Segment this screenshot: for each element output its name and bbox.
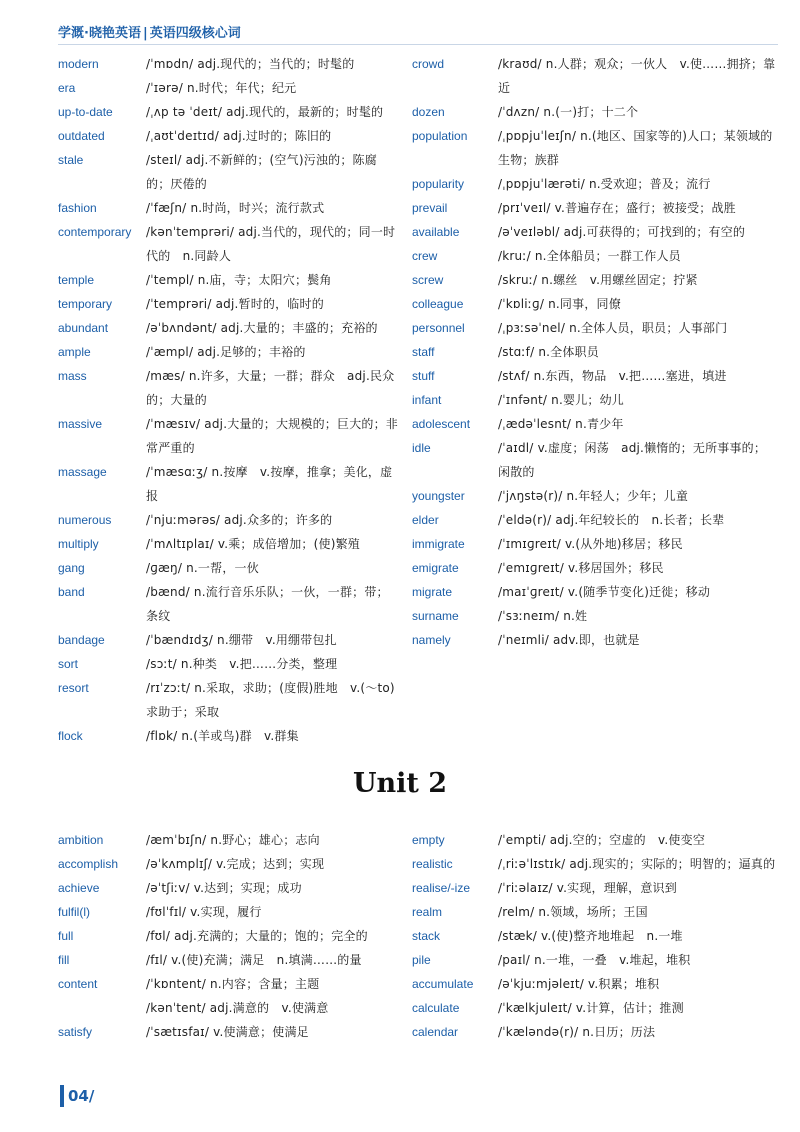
vocab-entry — [412, 268, 778, 292]
vocab-entry — [58, 508, 398, 532]
vocab-entry — [58, 828, 398, 852]
vocab-definition: /kraʊd/ n.人群；观众；一伙人 v.使……拥挤；靠近 — [498, 57, 776, 95]
vocab-definition: /ˈtempl/ n.庙，寺；太阳穴；鬓角 — [146, 273, 332, 287]
vocab-entry — [412, 532, 778, 556]
vocab-word: colleague — [412, 297, 464, 311]
vocab-definition: /paɪl/ n.一堆，一叠 v.堆起，堆积 — [498, 953, 691, 967]
vocab-definition: /stæk/ v.(使)整齐地堆起 n.一堆 — [498, 929, 683, 943]
vocab-entry — [58, 100, 398, 124]
vocab-definition: /ˈfæʃn/ n.时尚，时兴；流行款式 — [146, 201, 325, 215]
unit1-right-column — [412, 52, 778, 748]
unit1-word-list — [58, 52, 778, 748]
vocab-entry — [412, 388, 778, 412]
vocab-word: fashion — [58, 201, 97, 215]
vocab-definition: /ˌriːəˈlɪstɪk/ adj.现实的；实际的；明智的；逼真的 — [498, 857, 776, 871]
vocab-word: empty — [412, 833, 445, 847]
vocab-definition: /ˈmæsɪv/ adj.大量的；大规模的；巨大的；非常严重的 — [146, 417, 399, 455]
vocab-entry — [412, 292, 778, 316]
vocab-entry — [58, 460, 398, 508]
vocab-word: stuff — [412, 369, 435, 383]
vocab-word: realistic — [412, 857, 453, 871]
vocab-entry — [58, 948, 398, 972]
vocab-word: surname — [412, 609, 459, 623]
vocab-entry — [58, 628, 398, 652]
vocab-word: crowd — [412, 57, 445, 71]
vocab-word: accomplish — [58, 857, 119, 871]
vocab-definition: /ˈkɒliːɡ/ n.同事，同僚 — [498, 297, 621, 311]
vocab-entry — [58, 340, 398, 364]
vocab-definition: /flɒk/ n.(羊或鸟)群 v.群集 — [146, 729, 299, 743]
vocab-definition: /ˈsɜːneɪm/ n.姓 — [498, 609, 588, 623]
vocab-entry — [58, 852, 398, 876]
vocab-entry — [412, 852, 778, 876]
vocab-definition: /stɑːf/ n.全体职员 — [498, 345, 599, 359]
vocab-word: elder — [412, 513, 439, 527]
vocab-entry — [412, 316, 778, 340]
vocab-entry — [412, 876, 778, 900]
header-brand: 学溉·晓艳英语 — [58, 26, 141, 41]
vocab-definition: /ˌaʊtˈdeɪtɪd/ adj.过时的；陈旧的 — [146, 129, 332, 143]
vocab-definition: /kənˈtent/ adj.满意的 v.使满意 — [146, 1001, 329, 1015]
vocab-entry — [412, 100, 778, 124]
vocab-entry — [412, 628, 778, 652]
vocab-word: abundant — [58, 321, 109, 335]
vocab-definition: /skruː/ n.螺丝 v.用螺丝固定；拧紧 — [498, 273, 698, 287]
vocab-definition: /ˌpɒpjuˈleɪʃn/ n.(地区、国家等的)人口；某领域的生物；族群 — [498, 129, 773, 167]
vocab-word: resort — [58, 681, 89, 695]
vocab-entry — [412, 828, 778, 852]
vocab-definition: /rɪˈzɔːt/ n.采取，求助；(度假)胜地 v.(～to)求助于；采取 — [146, 681, 395, 719]
vocab-word: numerous — [58, 513, 112, 527]
vocab-entry — [58, 316, 398, 340]
vocab-word: massive — [58, 417, 103, 431]
vocab-word: bandage — [58, 633, 105, 647]
vocab-definition: /ˈsætɪsfaɪ/ v.使满意；使满足 — [146, 1025, 309, 1039]
vocab-definition: /fʊlˈfɪl/ v.实现，履行 — [146, 905, 262, 919]
vocab-entry — [412, 244, 778, 268]
vocab-word: accumulate — [412, 977, 474, 991]
page-number-text: 04/ — [68, 1087, 95, 1105]
vocab-word: temple — [58, 273, 95, 287]
vocab-definition: /ˈemɪɡreɪt/ v.移居国外；移民 — [498, 561, 664, 575]
vocab-entry — [412, 924, 778, 948]
vocab-definition: /steɪl/ adj.不新鲜的；(空气)污浊的；陈腐的；厌倦的 — [146, 153, 377, 191]
vocab-word: crew — [412, 249, 438, 263]
vocab-definition: /ˈdʌzn/ n.(一)打；十二个 — [498, 105, 639, 119]
vocab-definition: /ɡæŋ/ n.一帮，一伙 — [146, 561, 259, 575]
vocab-word: realise/-ize — [412, 881, 471, 895]
vocab-word: modern — [58, 57, 99, 71]
vocab-definition: /əˈveɪləbl/ adj.可获得的；可找到的；有空的 — [498, 225, 746, 239]
vocab-entry — [412, 172, 778, 196]
vocab-entry — [412, 196, 778, 220]
vocab-word: idle — [412, 441, 431, 455]
vocab-word: flock — [58, 729, 83, 743]
vocab-entry — [58, 76, 398, 100]
header-separator: | — [142, 26, 148, 41]
vocab-definition: /ˈkɒntent/ n.内容；含量；主题 — [146, 977, 320, 991]
vocab-entry — [58, 196, 398, 220]
vocab-entry — [412, 580, 778, 604]
vocab-word: dozen — [412, 105, 445, 119]
vocab-definition: /ˈriːəlaɪz/ v.实现，理解，意识到 — [498, 881, 677, 895]
header-divider — [58, 44, 778, 45]
unit1-left-column — [58, 52, 398, 748]
vocab-definition: /ˌpɜːsəˈnel/ n.全体人员，职员；人事部门 — [498, 321, 728, 335]
vocab-word: sort — [58, 657, 79, 671]
vocab-word: up-to-date — [58, 105, 113, 119]
vocab-word: calendar — [412, 1025, 459, 1039]
vocab-word: prevail — [412, 201, 448, 215]
vocab-entry — [58, 580, 398, 628]
vocab-word: infant — [412, 393, 442, 407]
vocab-word: personnel — [412, 321, 465, 335]
vocab-entry — [412, 508, 778, 532]
vocab-word: outdated — [58, 129, 105, 143]
vocab-word: mass — [58, 369, 87, 383]
vocab-definition: /fɪl/ v.(使)充满；满足 n.填满……的量 — [146, 953, 362, 967]
vocab-entry — [412, 556, 778, 580]
vocab-entry — [412, 340, 778, 364]
vocab-word: immigrate — [412, 537, 465, 551]
vocab-word: stale — [58, 153, 84, 167]
vocab-definition: /kruː/ n.全体船员；一群工作人员 — [498, 249, 681, 263]
vocab-entry — [58, 124, 398, 148]
vocab-entry — [412, 604, 778, 628]
vocab-word: content — [58, 977, 98, 991]
vocab-entry — [412, 364, 778, 388]
vocab-word: emigrate — [412, 561, 459, 575]
unit2-word-list — [58, 828, 778, 1044]
page-number — [60, 1084, 94, 1108]
vocab-definition: /əˈkjuːmjəleɪt/ v.积累；堆积 — [498, 977, 660, 991]
vocab-word: adolescent — [412, 417, 471, 431]
vocab-definition: /ˈbændɪdʒ/ n.绷带 v.用绷带包扎 — [146, 633, 337, 647]
vocab-word: pile — [412, 953, 431, 967]
vocab-definition: /ˈneɪmli/ adv.即，也就是 — [498, 633, 640, 647]
vocab-word: full — [58, 929, 74, 943]
vocab-word: temporary — [58, 297, 113, 311]
vocab-entry — [58, 996, 398, 1020]
vocab-entry — [58, 876, 398, 900]
vocab-word: gang — [58, 561, 85, 575]
vocab-definition: /ˈjʌŋstə(r)/ n.年轻人；少年；儿童 — [498, 489, 689, 503]
vocab-definition: /ˈmɒdn/ adj.现代的；当代的；时髦的 — [146, 57, 355, 71]
vocab-entry — [58, 268, 398, 292]
vocab-definition: /æmˈbɪʃn/ n.野心；雄心；志向 — [146, 833, 320, 847]
page-header — [58, 22, 241, 42]
vocab-word: namely — [412, 633, 451, 647]
vocab-definition: /bænd/ n.流行音乐乐队；一伙，一群；带；条纹 — [146, 585, 389, 623]
vocab-definition: /mæs/ n.许多，大量；一群；群众 adj.民众的；大量的 — [146, 369, 395, 407]
vocab-definition: /ˈempti/ adj.空的；空虚的 v.使变空 — [498, 833, 706, 847]
vocab-definition: /ˈkæləndə(r)/ n.日历；历法 — [498, 1025, 656, 1039]
vocab-definition: /əˈbʌndənt/ adj.大量的；丰盛的；充裕的 — [146, 321, 378, 335]
vocab-definition: /ˈɪmɪɡreɪt/ v.(从外地)移居；移民 — [498, 537, 683, 551]
vocab-entry — [58, 652, 398, 676]
vocab-word: available — [412, 225, 460, 239]
vocab-word: massage — [58, 465, 107, 479]
vocab-entry — [58, 972, 398, 996]
vocab-definition: /stʌf/ n.东西，物品 v.把……塞进，填进 — [498, 369, 727, 383]
vocab-word: popularity — [412, 177, 465, 191]
vocab-definition: /kənˈtemprəri/ adj.当代的，现代的；同一时代的 n.同龄人 — [146, 225, 396, 263]
vocab-entry — [58, 52, 398, 76]
vocab-entry — [58, 724, 398, 748]
vocab-word: youngster — [412, 489, 465, 503]
vocab-entry — [412, 1020, 778, 1044]
vocab-word: ambition — [58, 833, 104, 847]
vocab-definition: /ˈmʌltɪplaɪ/ v.乘；成倍增加；(使)繁殖 — [146, 537, 361, 551]
vocab-word: population — [412, 129, 468, 143]
header-title: 英语四级核心词 — [149, 26, 241, 41]
vocab-definition: /ˌædəˈlesnt/ n.青少年 — [498, 417, 624, 431]
vocab-word: era — [58, 81, 76, 95]
vocab-entry — [58, 532, 398, 556]
vocab-word: staff — [412, 345, 435, 359]
vocab-definition: /ˈtemprəri/ adj.暂时的，临时的 — [146, 297, 324, 311]
vocab-definition: /maɪˈɡreɪt/ v.(随季节变化)迁徙；移动 — [498, 585, 711, 599]
vocab-entry — [58, 1020, 398, 1044]
vocab-entry — [58, 220, 398, 268]
vocab-definition: /sɔːt/ n.种类 v.把……分类，整理 — [146, 657, 338, 671]
vocab-definition: /fʊl/ adj.充满的；大量的；饱的；完全的 — [146, 929, 368, 943]
vocab-word: ample — [58, 345, 91, 359]
vocab-word: contemporary — [58, 225, 132, 239]
vocab-word: multiply — [58, 537, 99, 551]
vocab-entry — [58, 364, 398, 412]
vocab-entry — [58, 900, 398, 924]
vocab-word: realm — [412, 905, 443, 919]
vocab-definition: /ˌʌp tə ˈdeɪt/ adj.现代的，最新的；时髦的 — [146, 105, 384, 119]
unit-title: Unit 2 — [352, 768, 448, 799]
page-number-bar — [60, 1085, 64, 1107]
vocab-definition: /əˈkʌmplɪʃ/ v.完成；达到；实现 — [146, 857, 325, 871]
vocab-entry — [412, 412, 778, 436]
vocab-word: calculate — [412, 1001, 460, 1015]
vocab-entry — [412, 900, 778, 924]
vocab-definition: /əˈtʃiːv/ v.达到；实现；成功 — [146, 881, 302, 895]
vocab-entry — [412, 972, 778, 996]
vocab-entry — [58, 148, 398, 196]
vocab-entry — [412, 484, 778, 508]
vocab-entry — [412, 52, 778, 100]
vocab-definition: /prɪˈveɪl/ v.普遍存在；盛行；被接受；战胜 — [498, 201, 736, 215]
unit2-right-column — [412, 828, 778, 1044]
vocab-entry — [58, 924, 398, 948]
vocab-entry — [58, 676, 398, 724]
vocab-entry — [412, 948, 778, 972]
vocab-word: fill — [58, 953, 70, 967]
vocab-definition: /ˈɪərə/ n.时代；年代；纪元 — [146, 81, 297, 95]
vocab-word: screw — [412, 273, 444, 287]
vocab-word: stack — [412, 929, 441, 943]
vocab-entry — [58, 412, 398, 460]
unit2-left-column — [58, 828, 398, 1044]
vocab-definition: /relm/ n.领域，场所；王国 — [498, 905, 648, 919]
vocab-entry — [412, 996, 778, 1020]
vocab-definition: /ˈaɪdl/ v.虚度；闲荡 adj.懒惰的；无所事事的；闲散的 — [498, 441, 767, 479]
vocab-entry — [412, 436, 778, 484]
vocab-word: achieve — [58, 881, 100, 895]
vocab-definition: /ˈmæsɑːʒ/ n.按摩 v.按摩，推拿；美化，虚报 — [146, 465, 393, 503]
vocab-entry — [58, 292, 398, 316]
vocab-definition: /ˈɪnfənt/ n.婴儿；幼儿 — [498, 393, 625, 407]
vocab-word: band — [58, 585, 85, 599]
vocab-word: satisfy — [58, 1025, 93, 1039]
vocab-entry — [412, 124, 778, 172]
vocab-word: migrate — [412, 585, 453, 599]
vocab-entry — [412, 220, 778, 244]
vocab-definition: /ˌpɒpjuˈlærəti/ n.受欢迎；普及；流行 — [498, 177, 711, 191]
vocab-entry — [58, 556, 398, 580]
vocab-word: fulfil(l) — [58, 905, 90, 919]
vocab-definition: /ˈæmpl/ adj.足够的；丰裕的 — [146, 345, 306, 359]
vocab-definition: /ˈeldə(r)/ adj.年纪较长的 n.长者；长辈 — [498, 513, 725, 527]
vocab-definition: /ˈkælkjuleɪt/ v.计算，估计；推测 — [498, 1001, 684, 1015]
vocab-definition: /ˈnjuːmərəs/ adj.众多的；许多的 — [146, 513, 333, 527]
